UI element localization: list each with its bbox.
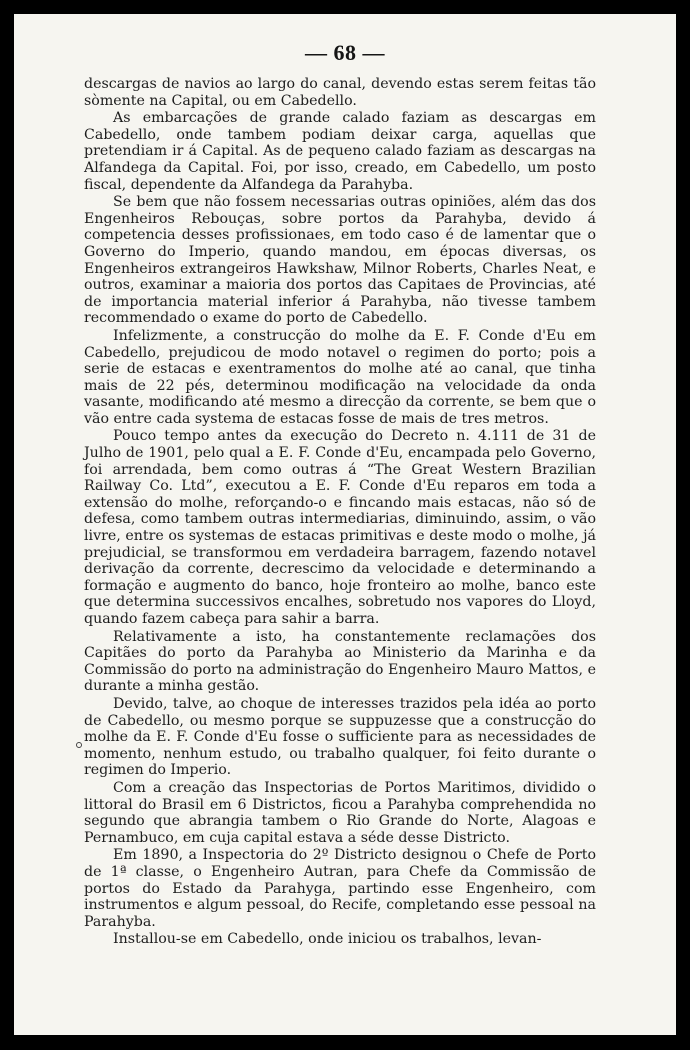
paragraph-5: Pouco tempo antes da execução do Decreto n. 4.111 de 31 de Julho de 1901, pelo qual a E. F. Conde d'Eu, encampada pelo Governo, foi arrendada, bem como outras á “The Great Western Brazilian Railway Co. Ltd”, executou a E. F. Conde d'Eu reparos em toda a extensão do molhe, reforçando-o e fincando mais estacas, não só de defesa, como tambem outras intermediarias, diminuindo, assim, o vão livre, entre os systemas de estacas primitivas e deste modo o molhe, já prejudicial, se transformou em verdadeira barragem, fazendo notavel derivação da corrente, decrescimo da velocidade e determinando a formação e augmento do banco, hoje fronteiro ao molhe, banco este que determina successivos encalhes, sobretudo nos vapores do Lloyd, quando fazem cabeça para sahir a barra. [84, 428, 596, 627]
paragraph-6: Relativamente a isto, ha constantemente reclamações dos Capitães do porto da Parahyba ao Ministerio da Marinha e da Commissão do porto na administração do Engenheiro Mauro Mattos, e durante a minha gestão. [84, 628, 596, 695]
document-page [14, 14, 676, 1035]
paragraph-7: Devido, talve, ao choque de interesses trazidos pela idéa ao porto de Cabedello, ou mesmo porque se suppuzesse que a construcção do molhe da E. F. Conde d'Eu fosse o sufficiente para as necessidades de momento, nenhum estudo, ou trabalho qualquer, foi feito durante o regimen do Imperio. [84, 695, 596, 779]
paragraph-1: descargas de navios ao largo do canal, devendo estas serem feitas tão sòmente na Capital, ou em Cabedello. [84, 76, 596, 109]
paragraph-8: Com a creação das Inspectorias de Portos Maritimos, dividido o littoral do Brasil em 6 Districtos, ficou a Parahyba comprehendida no segundo que abrangia tambem o Rio Grande do Norte, Alagoas e Pernambuco, em cuja capital estava a séde desse Districto. [84, 779, 596, 846]
stray-ink-mark [76, 742, 82, 748]
paragraph-4: Infelizmente, a construcção do molhe da E. F. Conde d'Eu em Cabedello, prejudicou de modo notavel o regimen do porto; pois a serie de estacas e exentramentos do molhe até ao canal, que tinha mais de 22 pés, determinou modificação na velocidade da onda vasante, modificando até mesmo a direcção da corrente, se bem que o vão entre cada systema de estacas fosse de mais de tres metros. [84, 327, 596, 427]
paragraph-10: Installou-se em Cabedello, onde iniciou os trabalhos, levan- [113, 931, 542, 948]
page-number: — 68 — [305, 40, 385, 65]
body-text [84, 76, 596, 949]
paragraph-2: As embarcações de grande calado faziam as descargas em Cabedello, onde tambem podiam deixar carga, aquellas que pretendiam ir á Capital. As de pequeno calado faziam as descargas na Alfandega da Capital. Foi, por isso, creado, em Cabedello, um posto fiscal, dependente da Alfandega da Parahyba. [84, 110, 596, 193]
paragraph-9: Em 1890, a Inspectoria do 2º Districto designou o Chefe de Porto de 1ª classe, o Engenheiro Autran, para Chefe da Commissão de portos do Estado da Parahyga, partindo esse Engenheiro, com instrumentos e algum pessoal, do Recife, completando esse pessoal na Parahyba. [84, 847, 596, 930]
paragraph-3: Se bem que não fossem necessarias outras opiniões, além das dos Engenheiros Rebouças, sobre portos da Parahyba, devido á competencia desses profissionaes, em todo caso é de lamentar que o Governo do Imperio, quando mandou, em épocas diversas, os Engenheiros extrangeiros Hawkshaw, Milnor Roberts, Charles Neat, e outros, examinar a maioria dos portos das Capitaes de Provincias, até de importancia material inferior á Parahyba, não tivesse tambem recommendado o exame do porto de Cabedello. [84, 194, 596, 327]
